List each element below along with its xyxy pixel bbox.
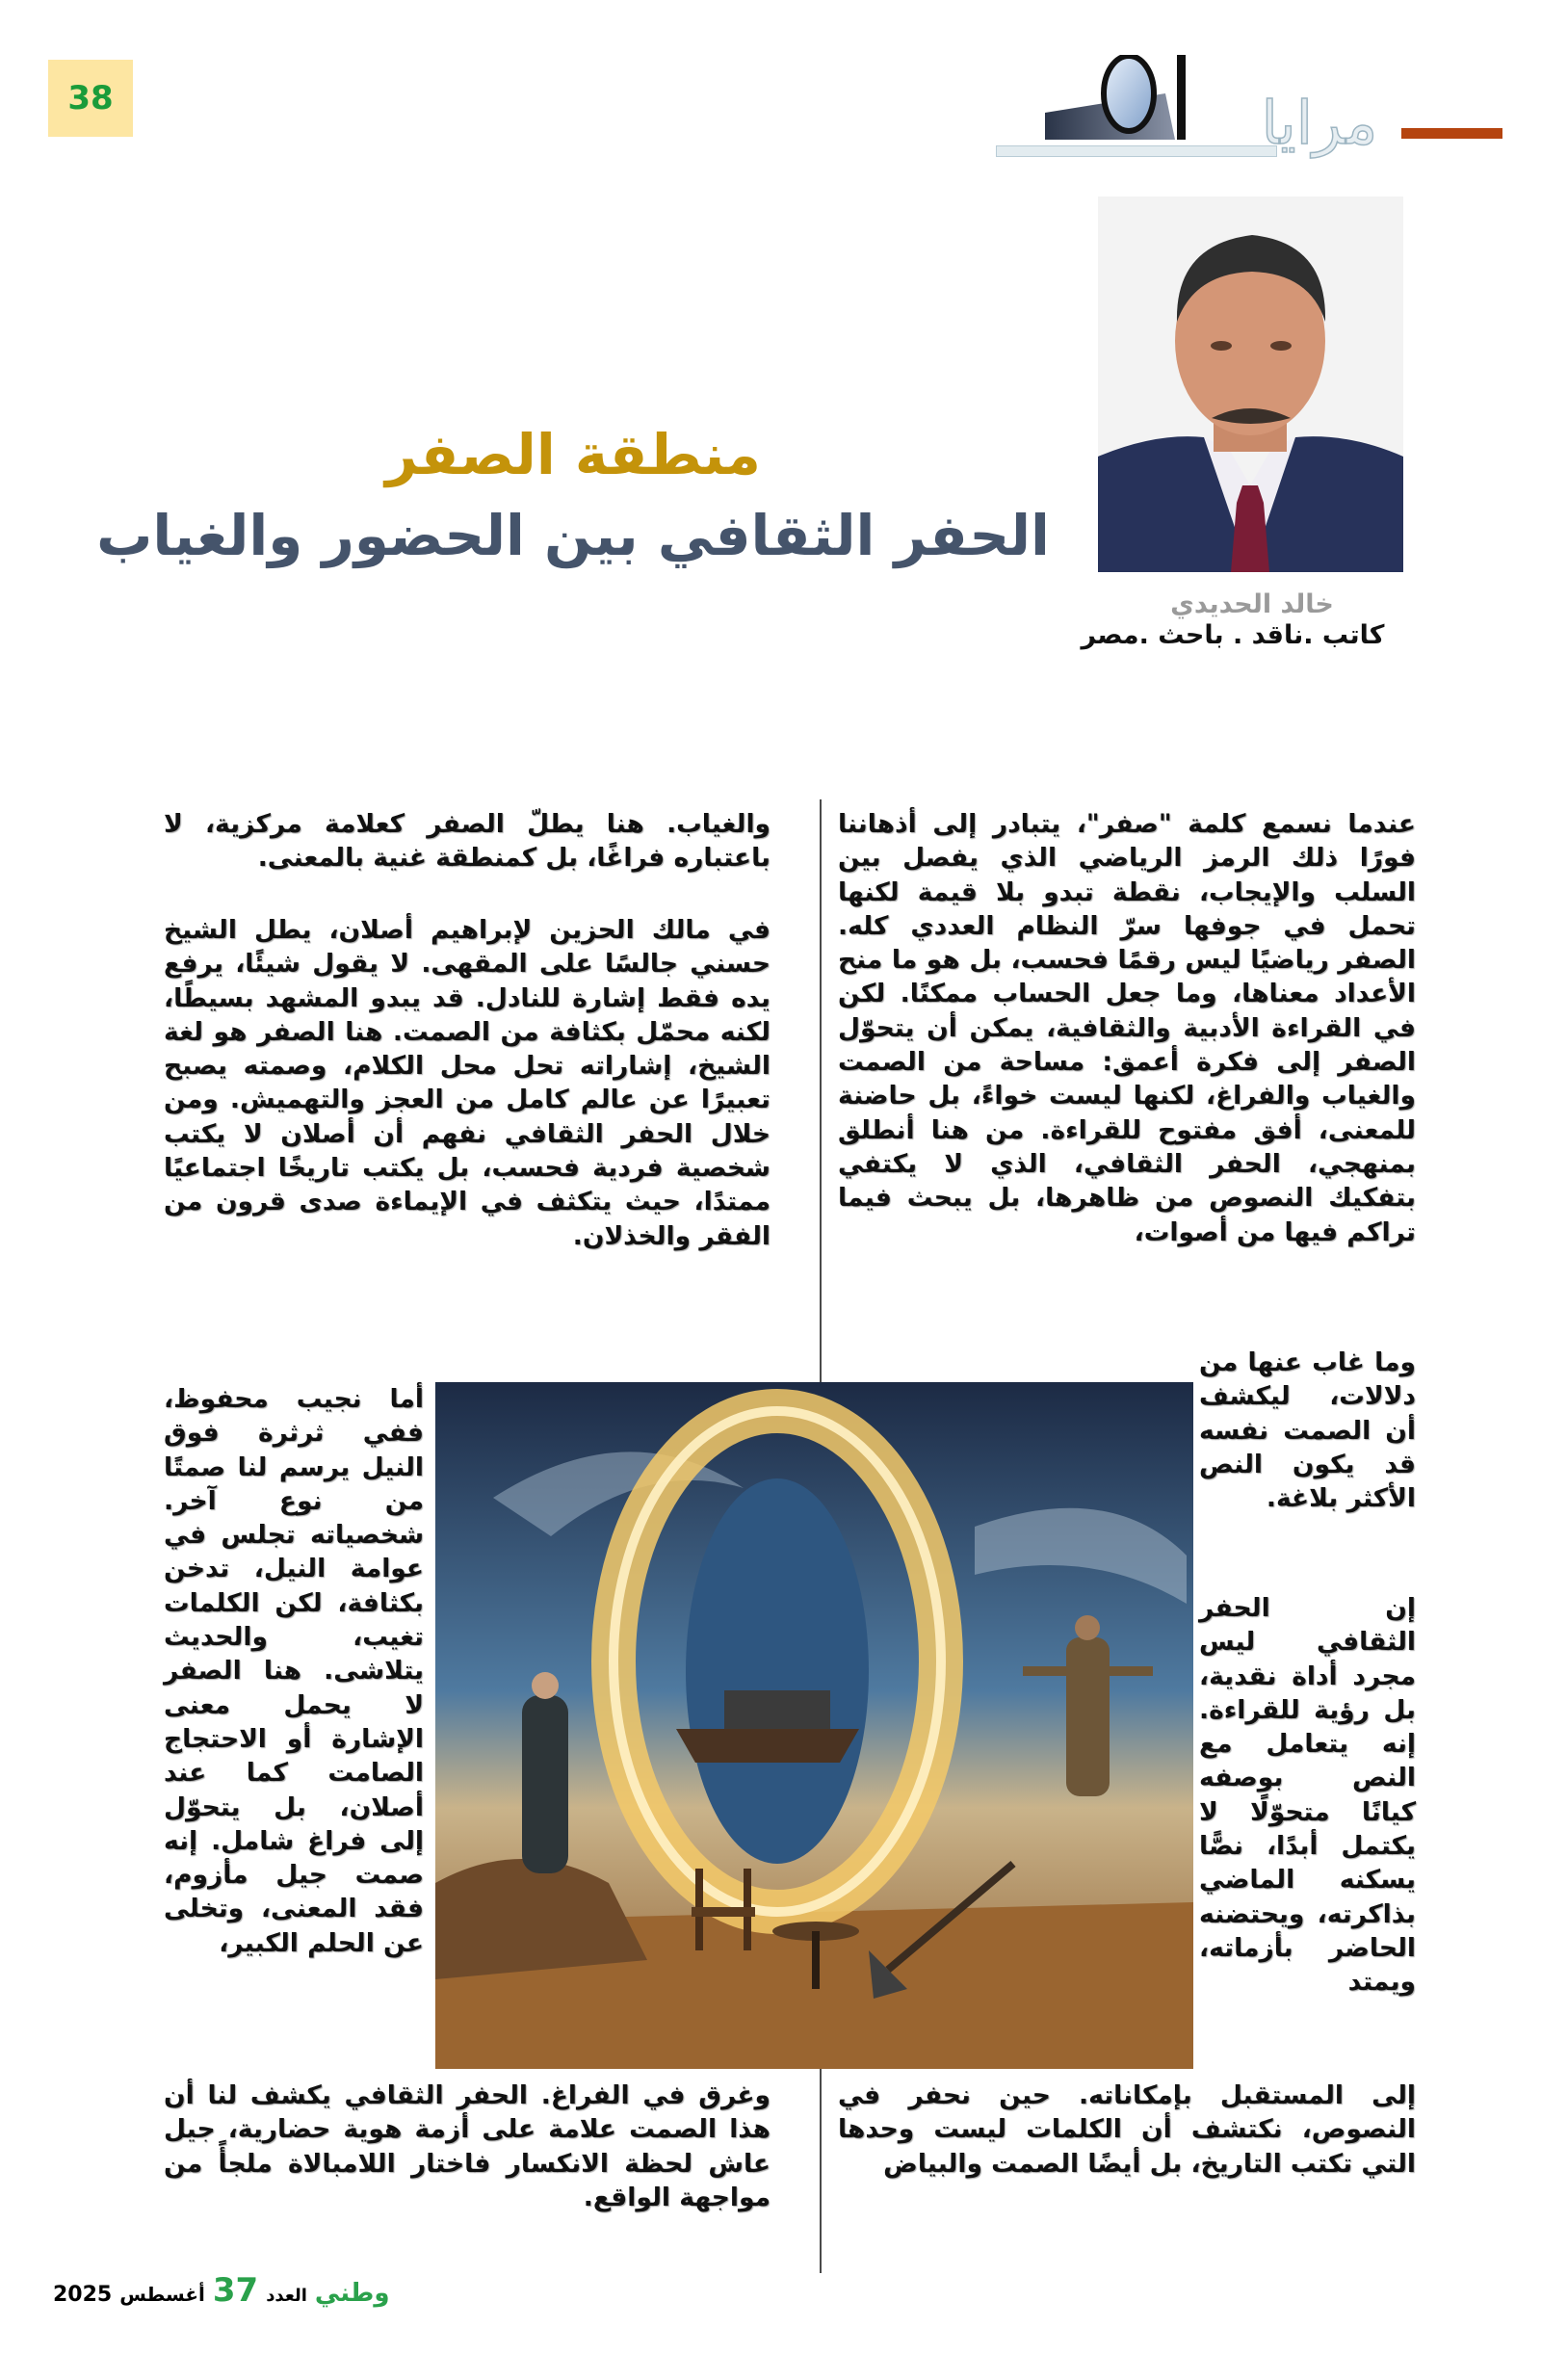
paragraph-left-2: في مالك الحزين لإبراهيم أصلان، يطل الشيخ حسني جالسًا على المقهى. لا يقول شيئًا، يرفع يده فقط إشارة للنادل. قد يبدو المشهد بسيطًا، لكنه محمّل بكثافة من الصمت. هنا الصفر هو لغة الشيخ، إشاراته تحل محل الكلام، وصمته يصبح تعبيرًا عن عالم كامل من العجز والتهميش. ومن خلال الحفر الثقافي نفهم أن أصلان لا يكتب شخصية فردية فحسب، بل يكتب تاريخًا اجتماعيًا ممتدًا، حيث يتكثف في الإيماءة صدى قرون من الفقر والخذلان.	[164, 915, 770, 1251]
paragraph-left-3: أما نجيب محفوظ، ففي ثرثرة فوق النيل يرسم لنا صمتًا من نوع آخر. شخصياته تجلس في عوامة النيل، تدخن بكثافة، لكن الكلمات تغيب، والحديث يتلاشى. هنا الصفر لا يحمل معنى الإشارة أو الاحتجاج الصامت كما عند أصلان، بل يتحوّل إلى فراغ شامل. إنه صمت جيل مأزوم، فقد المعنى، وتخلى عن الحلم الكبير،	[164, 1384, 424, 1958]
logo-underline	[996, 145, 1277, 157]
logo-accent-bar	[1401, 128, 1502, 139]
footer-year: 2025	[53, 2283, 113, 2307]
footer-issue-number: 37	[212, 2271, 259, 2310]
article-title: منطقة الصفر	[385, 422, 761, 487]
footer-issue-label: العدد	[266, 2286, 307, 2306]
paragraph-left-1: والغياب. هنا يطلّ الصفر كعلامة مركزية، لا باعتباره فراغًا، بل كمنطقة غنية بالمعنى.	[164, 809, 770, 874]
author-photo	[1098, 196, 1403, 572]
section-logo-text: مرايا	[1261, 88, 1378, 158]
article-subtitle: الحفر الثقافي بين الحضور والغياب	[96, 503, 1050, 568]
article-illustration	[435, 1382, 1193, 2069]
paragraph-right-3: إن الحفر الثقافي ليس مجرد أداة نقدية، بل رؤية للقراءة. إنه يتعامل مع النص بوصفه كيانًا متحوّلًا لا يكتمل أبدًا، نصًّا يسكنه الماضي بذاكرته، ويحتضنه الحاضر بأزماته، ويمتد	[1199, 1593, 1416, 1998]
car-mirror-icon	[1021, 55, 1204, 142]
author-name: خالد الحديدي	[1170, 589, 1334, 619]
footer	[53, 2271, 400, 2310]
paragraph-left-4: وغرق في الفراغ. الحفر الثقافي يكشف لنا أن هذا الصمت علامة على أزمة هوية حضارية، جيل عاش لحظة الانكسار فاختار اللامبالاة ملجأً من مواجهة الواقع.	[164, 2080, 770, 2212]
author-role: كاتب .ناقد . باحث .مصر	[1081, 620, 1385, 650]
author-portrait-image	[1098, 196, 1403, 572]
paragraph-right-1: عندما نسمع كلمة "صفر"، يتبادر إلى أذهاننا فورًا ذلك الرمز الرياضي الذي يفصل بين السلب والإيجاب، نقطة تبدو بلا قيمة لكنها تحمل في جوفها سرّ النظام العددي كله. الصفر رياضيًا ليس رقمًا فحسب، بل هو ما منح الأعداد معناها، وما جعل الحساب ممكنًا. لكن في القراءة الأدبية والثقافية، يمكن أن يتحوّل الصفر إلى فكرة أعمق: مساحة من الصمت والغياب والفراغ، لكنها ليست خواءً، بل حاضنة للمعنى، أفق مفتوح للقراءة. من هنا أنطلق بمنهجي، الحفر الثقافي، الذي لا يكتفي بتفكيك النصوص من ظاهرها، بل يبحث فيما تراكم فيها من أصوات،	[838, 809, 1416, 1247]
paragraph-right-2: وما غاب عنها من دلالات، ليكشف أن الصمت نفسه قد يكون النص الأكثر بلاغة.	[1199, 1347, 1416, 1514]
zero-painting-image	[435, 1382, 1193, 2069]
footer-brand: وطني	[314, 2279, 390, 2308]
footer-month: أغسطس	[119, 2283, 205, 2306]
page-number: 38	[67, 79, 114, 118]
section-logo	[992, 53, 1493, 159]
page-number-tab	[48, 60, 133, 137]
paragraph-right-4: إلى المستقبل بإمكاناته. حين نحفر في النصوص، نكتشف أن الكلمات ليست وحدها التي تكتب التاريخ، بل أيضًا الصمت والبياض	[838, 2080, 1416, 2179]
